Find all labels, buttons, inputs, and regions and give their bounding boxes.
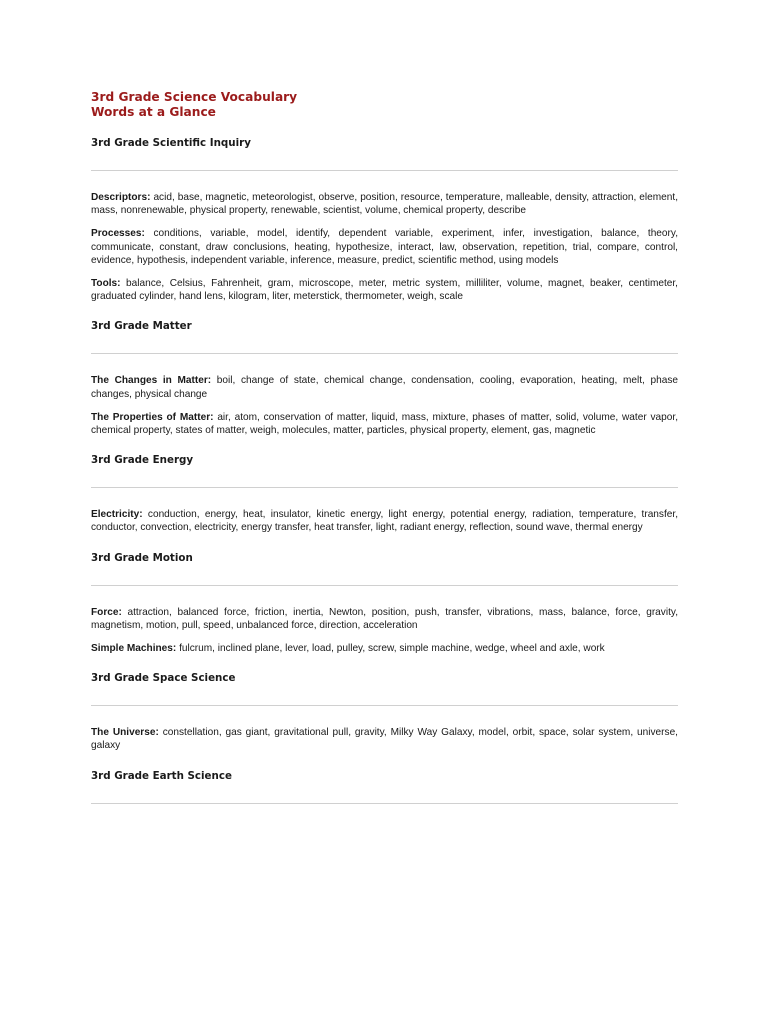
term-list: boil, change of state, chemical change, condensation, cooling, evaporation, heating, melt, phase changes, physical change [91,375,678,400]
term-label: Processes: [91,228,145,240]
divider [91,353,678,354]
title-line-1: 3rd Grade Science Vocabulary [91,90,298,104]
term-list: constellation, gas giant, gravitational pull, gravity, Milky Way Galaxy, model, orbit, space, solar system, universe, galaxy [91,727,678,752]
term-label: Descriptors: [91,192,151,203]
section-heading: 3rd Grade Space Science [91,672,236,685]
paragraph-tools [91,277,678,303]
section-energy [91,454,678,534]
section-heading: 3rd Grade Scientific Inquiry [91,137,251,149]
divider [91,170,678,171]
paragraph-properties-of-matter [91,411,678,437]
vocabulary-page [91,90,678,804]
title-line-2: Words at a Glance [91,105,216,119]
term-label: The Changes in Matter: [91,375,212,387]
paragraph-simple-machines [91,642,678,655]
divider [91,487,678,488]
term-list: fulcrum, inclined plane, lever, load, pulley, screw, simple machine, wedge, wheel and axle, work [176,643,605,655]
divider [91,803,678,804]
term-list: balance, Celsius, Fahrenheit, gram, microscope, meter, metric system, milliliter, volume, magnet, beaker, centimeter, graduated cylinder, hand lens, kilogram, liter, meterstick, thermometer, weigh, scale [91,278,678,303]
section-heading: 3rd Grade Earth Science [91,769,232,782]
divider [91,705,678,706]
section-heading: 3rd Grade Matter [91,320,192,333]
section-earth-science [91,770,678,804]
section-motion [91,552,678,656]
divider [91,585,678,586]
paragraph-universe [91,726,678,752]
term-label: Electricity: [91,509,143,521]
term-label: The Universe: [91,727,159,739]
paragraph-changes-in-matter [91,374,678,400]
term-label: Simple Machines: [91,643,177,655]
term-list: conditions, variable, model, identify, dependent variable, experiment, infer, investigation, balance, theory, communicate, constant, draw conclusions, heating, hypothesize, interact, law, observation, repetition, trial, compare, control, evidence, hypothesis, independent variable, inference, measure, predict, scientific method, using models [91,228,678,266]
term-list: air, atom, conservation of matter, liquid, mass, mixture, phases of matter, solid, volume, water vapor, chemical property, states of matter, weigh, molecules, matter, particles, physical property, element, gas, magnetic [91,411,678,437]
paragraph-electricity [91,508,678,534]
term-list: attraction, balanced force, friction, inertia, Newton, position, push, transfer, vibrations, mass, balance, force, gravity, magnetism, motion, pull, speed, unbalanced force, direction, acceleration [91,606,678,631]
term-list: acid, base, magnetic, meteorologist, observe, position, resource, temperature, malleable, density, attraction, element, mass, nonrenewable, physical property, renewable, scientist, volume, chemical property, describe [91,192,678,217]
document-title [91,90,678,120]
term-label: Force: [91,606,122,618]
section-matter [91,320,678,437]
term-label: Tools: [91,278,121,290]
term-list: conduction, energy, heat, insulator, kinetic energy, light energy, potential energy, radiation, temperature, transfer, conductor, convection, electricity, energy transfer, heat transfer, light, radiant energy, reflection, sound wave, thermal energy [91,509,678,534]
term-label: The Properties of Matter: [91,411,214,423]
section-heading: 3rd Grade Motion [91,551,193,564]
section-space-science [91,672,678,752]
paragraph-processes [91,227,678,267]
section-scientific-inquiry [91,137,678,303]
paragraph-force [91,606,678,632]
section-heading: 3rd Grade Energy [91,454,194,467]
paragraph-descriptors [91,191,678,217]
